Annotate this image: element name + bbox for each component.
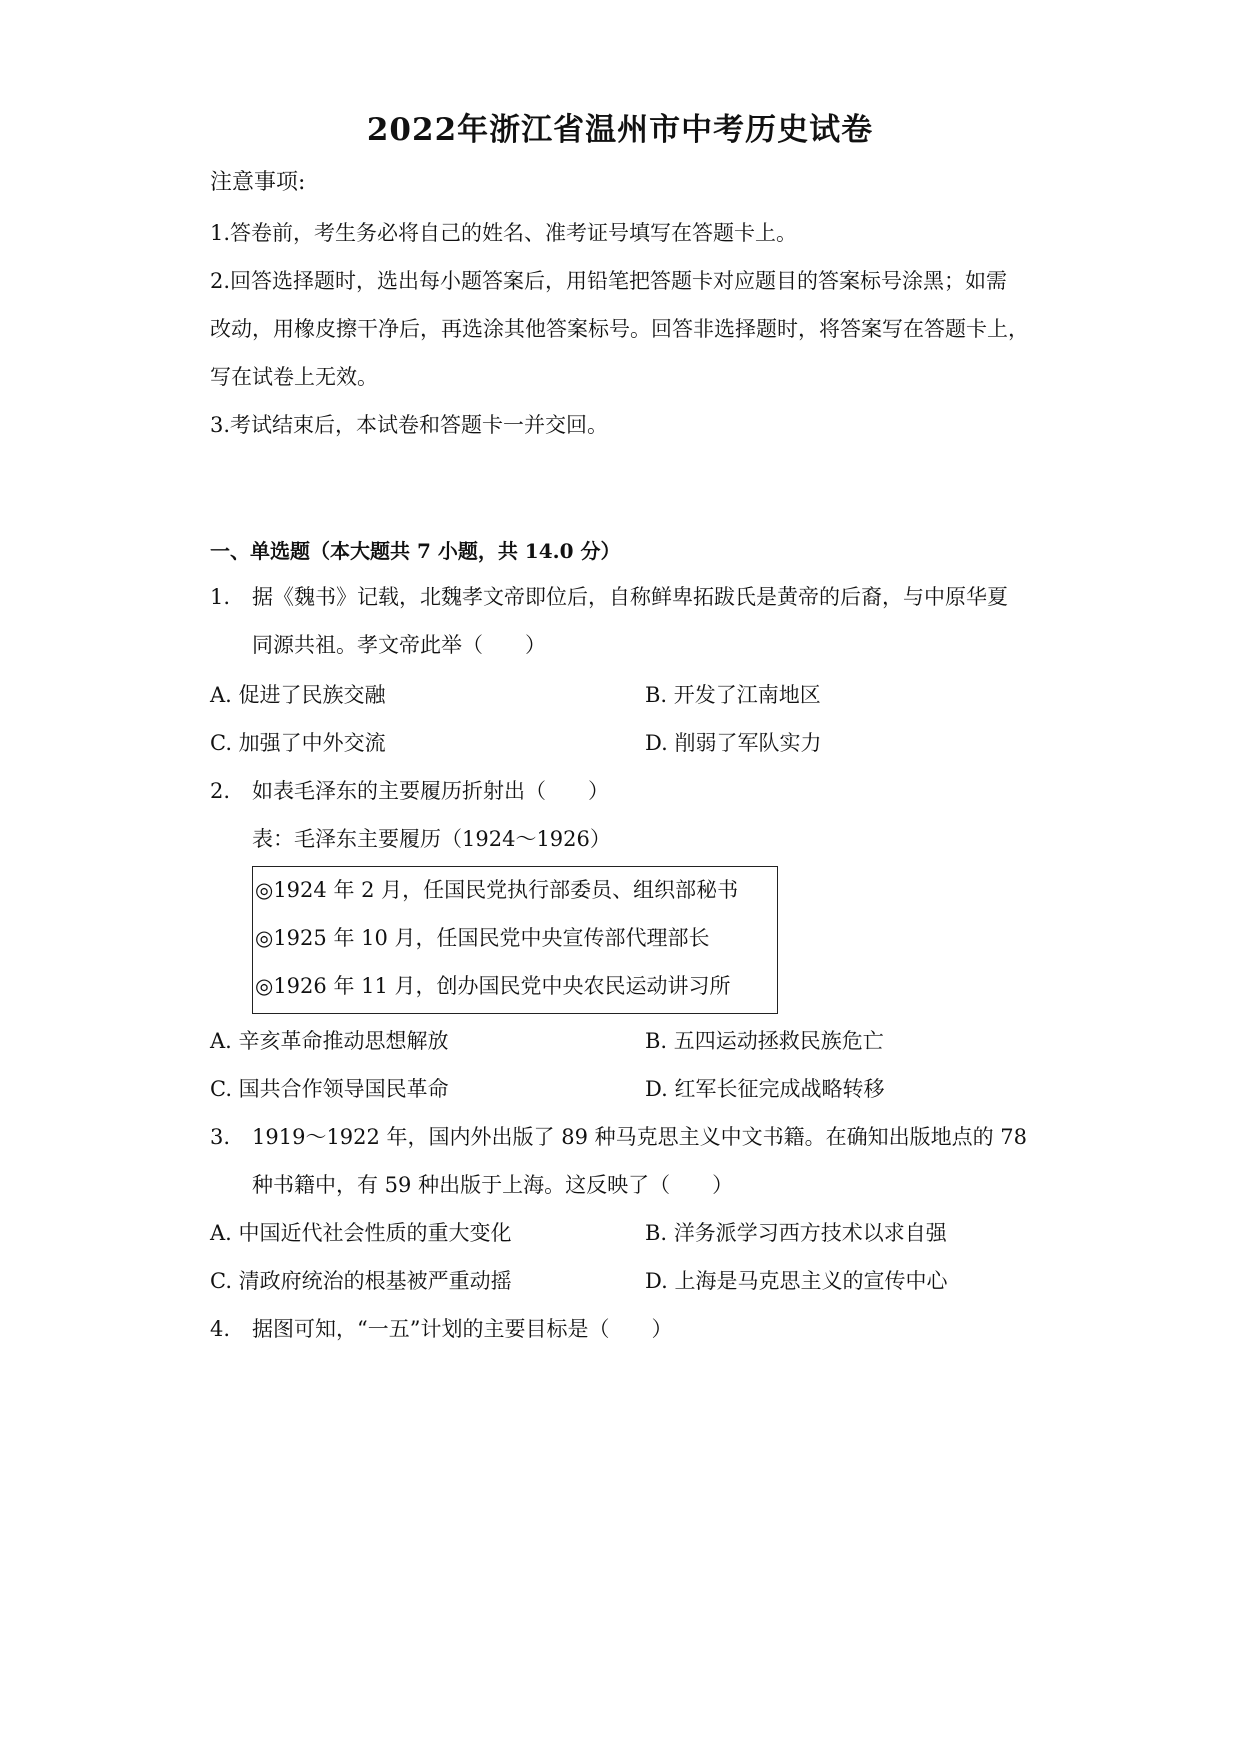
page-title: 2022年浙江省温州市中考历史试卷: [366, 112, 874, 148]
option-d[interactable]: D. 上海是马克思主义的宣传中心: [645, 1269, 948, 1293]
question-text: 同源共祖。孝文帝此举（ ）: [252, 633, 546, 657]
option-b[interactable]: B. 开发了江南地区: [645, 683, 821, 707]
option-c[interactable]: C. 国共合作领导国民革命: [210, 1077, 449, 1101]
option-d[interactable]: D. 削弱了军队实力: [645, 731, 822, 755]
option-a[interactable]: A. 中国近代社会性质的重大变化: [210, 1221, 512, 1245]
table-row: ◎1925 年 10 月，任国民党中央宣传部代理部长: [255, 926, 710, 950]
question-text: 据《魏书》记载，北魏孝文帝即位后，自称鲜卑拓跋氏是黄帝的后裔，与中原华夏: [252, 585, 1008, 609]
option-a[interactable]: A. 辛亥革命推动思想解放: [210, 1029, 449, 1053]
question-number: 4.: [210, 1317, 231, 1341]
option-a[interactable]: A. 促进了民族交融: [210, 683, 386, 707]
resume-table: [252, 866, 778, 1014]
question-text: 据图可知，“一五”计划的主要目标是（ ）: [252, 1317, 673, 1341]
question-number: 3.: [210, 1125, 231, 1149]
option-b[interactable]: B. 洋务派学习西方技术以求自强: [645, 1221, 947, 1245]
option-c[interactable]: C. 清政府统治的根基被严重动摇: [210, 1269, 512, 1293]
option-c[interactable]: C. 加强了中外交流: [210, 731, 386, 755]
note-item: 改动，用橡皮擦干净后，再选涂其他答案标号。回答非选择题时，将答案写在答题卡上，: [210, 317, 1029, 341]
note-item: 写在试卷上无效。: [210, 365, 378, 389]
question-number: 2.: [210, 779, 231, 803]
table-caption: 表：毛泽东主要履历（1924～1926）: [252, 827, 611, 851]
notes-heading: 注意事项:: [210, 170, 306, 195]
note-item: 1.答卷前，考生务必将自己的姓名、准考证号填写在答题卡上。: [210, 221, 798, 245]
note-item: 2.回答选择题时，选出每小题答案后，用铅笔把答题卡对应题目的答案标号涂黑；如需: [210, 269, 1008, 293]
option-d[interactable]: D. 红军长征完成战略转移: [645, 1077, 885, 1101]
note-item: 3.考试结束后，本试卷和答题卡一并交回。: [210, 413, 609, 437]
question-text: 种书籍中，有 59 种出版于上海。这反映了（ ）: [252, 1173, 734, 1197]
question-number: 1.: [210, 585, 231, 609]
question-text: 如表毛泽东的主要履历折射出（ ）: [252, 779, 609, 803]
question-text: 1919～1922 年，国内外出版了 89 种马克思主义中文书籍。在确知出版地点的 78: [252, 1125, 1028, 1149]
section-heading: 一、单选题（本大题共 7 小题，共 14.0 分）: [210, 539, 621, 563]
table-row: ◎1924 年 2 月，任国民党执行部委员、组织部秘书: [255, 878, 739, 902]
option-b[interactable]: B. 五四运动拯救民族危亡: [645, 1029, 884, 1053]
table-row: ◎1926 年 11 月，创办国民党中央农民运动讲习所: [255, 974, 731, 998]
